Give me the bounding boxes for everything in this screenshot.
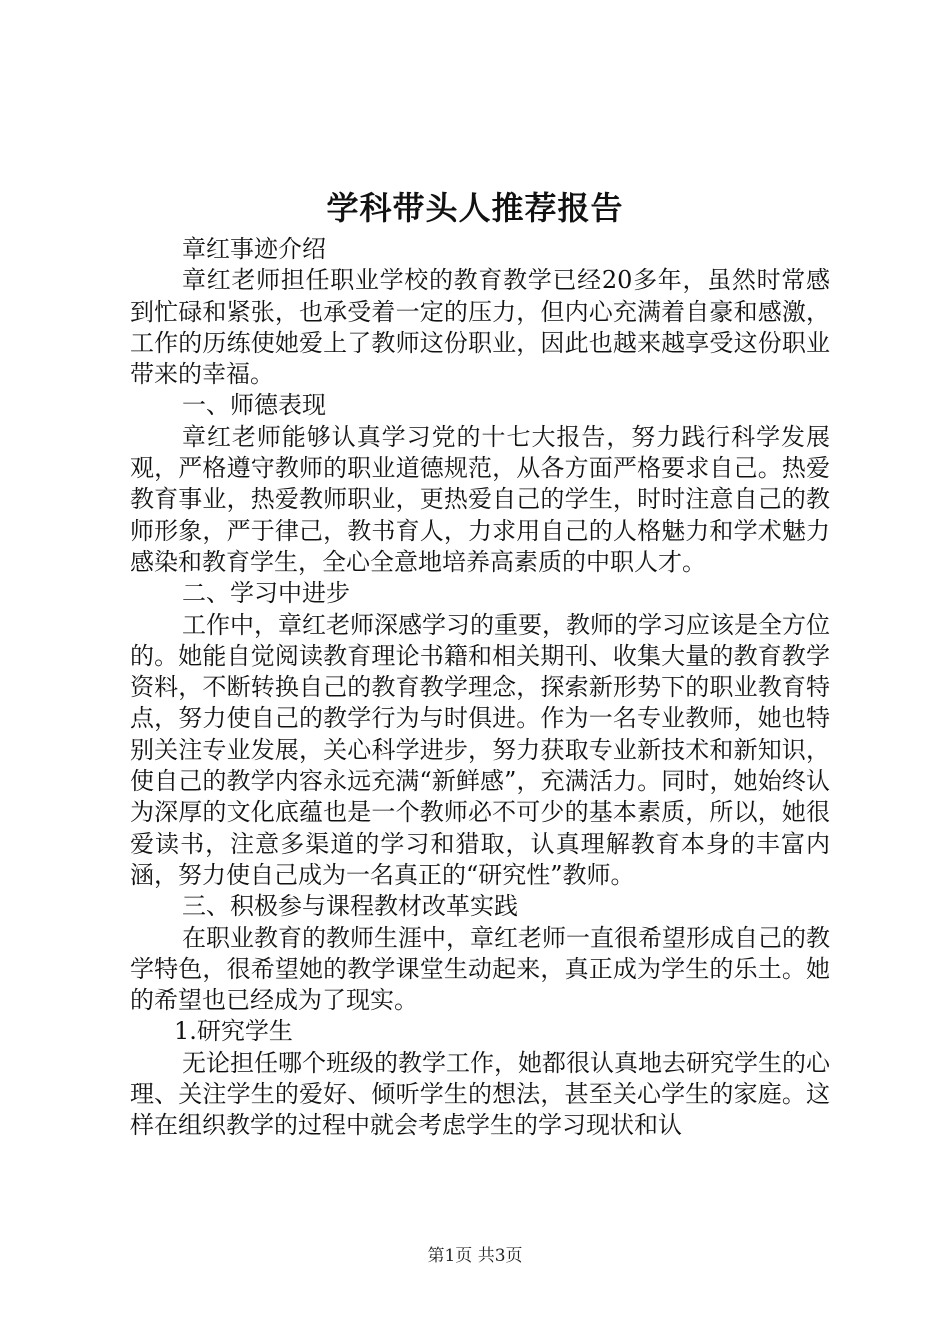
section-heading-ethics: 一、师德表现 (182, 391, 326, 420)
paragraph-students: 无论担任哪个班级的教学工作，她都很认真地去研究学生的心理、关注学生的爱好、倾听学生的想法，甚至关心学生的家庭。这样在组织教学的过程中就会考虑学生的学习现状和认 (130, 1048, 830, 1140)
paragraph-curriculum: 在职业教育的教师生涯中，章红老师一直很希望形成自己的教学特色，很希望她的教学课堂生动起来，真正成为学生的乐土。她的希望也已经成为了现实。 (130, 923, 830, 1015)
paragraph-learning: 工作中，章红老师深感学习的重要，教师的学习应该是全方位的。她能自觉阅读教育理论书籍和相关期刊、收集大量的教育教学资料，不断转换自己的教育教学理念，探索新形势下的职业教育特点，努力使自己的教学行为与时俱进。作为一名专业教师，她也特别关注专业发展，关心科学进步，努力获取专业新技术和新知识，使自己的教学内容永远充满“新鲜感”，充满活力。同时，她始终认为深厚的文化底蕴也是一个教师必不可少的基本素质，所以，她很爱读书，注意多渠道的学习和猎取，认真理解教育本身的丰富内涵，努力使自己成为一名真正的“研究性”教师。 (130, 610, 830, 889)
section-heading-curriculum: 三、积极参与课程教材改革实践 (182, 892, 518, 921)
page-footer: 第1页 共3页 (427, 1246, 523, 1266)
paragraph-ethics: 章红老师能够认真学习党的十七大报告，努力践行科学发展观，严格遵守教师的职业道德规范，从各方面严格要求自己。热爱教育事业，热爱教师职业，更热爱自己的学生，时时注意自己的教师形象，严于律己，教书育人，力求用自己的人格魅力和学术魅力感染和教育学生，全心全意地培养高素质的中职人才。 (130, 422, 830, 576)
section-heading-intro: 章红事迹介绍 (182, 235, 326, 263)
subsection-heading-students: 1.研究学生 (174, 1017, 293, 1046)
paragraph-intro: 章红老师担任职业学校的教育教学已经20多年，虽然时常感到忙碌和紧张，也承受着一定的压力，但内心充满着自豪和感激，工作的历练使她爱上了教师这份职业，因此也越来越享受这份职业带来的幸福。 (130, 266, 830, 389)
document-title: 学科带头人推荐报告 (326, 189, 624, 227)
document-body (130, 234, 830, 1142)
section-heading-learning: 二、学习中进步 (182, 579, 350, 608)
